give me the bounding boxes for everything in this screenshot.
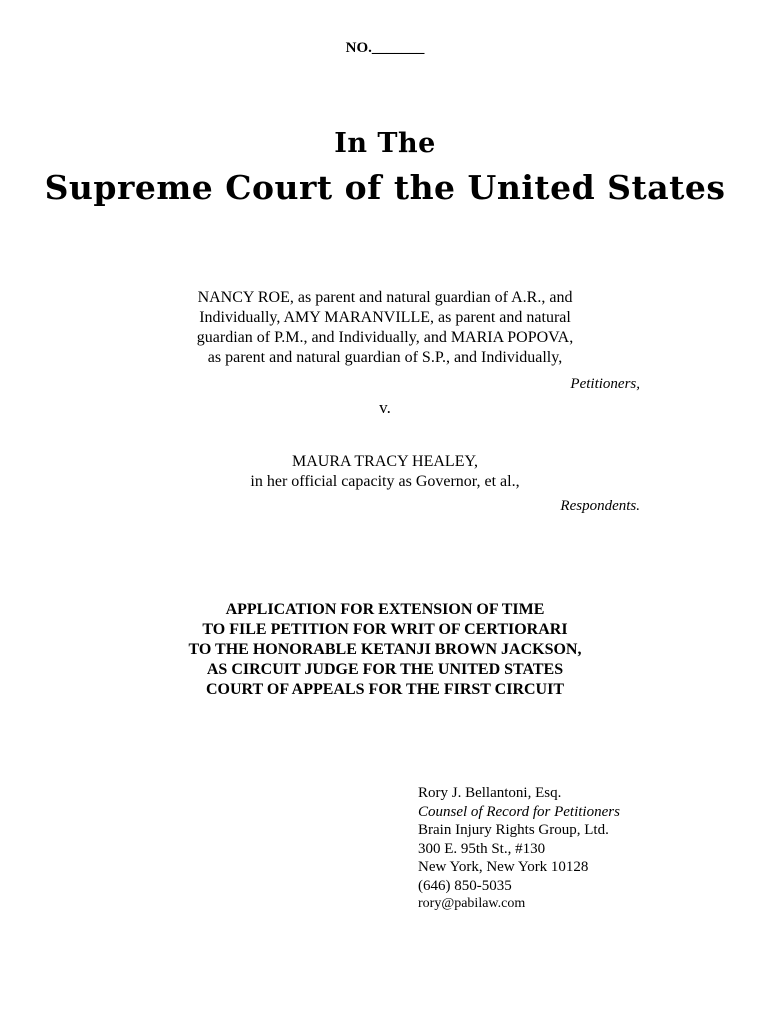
counsel-role: Counsel of Record for Petitioners bbox=[418, 803, 620, 820]
court-heading-name: Supreme Court of the United States bbox=[44, 168, 726, 207]
application-title bbox=[100, 600, 670, 700]
court-heading-in-the: In The bbox=[334, 128, 436, 159]
counsel-phone: (646) 850-5035 bbox=[418, 877, 512, 894]
counsel-street: 300 E. 95th St., #130 bbox=[418, 840, 546, 857]
counsel-email: rory@pabilaw.com bbox=[418, 896, 526, 911]
respondents-line: MAURA TRACY HEALEY, bbox=[292, 453, 478, 470]
respondents-line: in her official capacity as Governor, et al., bbox=[250, 473, 520, 490]
petitioners-line: as parent and natural guardian of S.P., and Individually, bbox=[207, 349, 563, 366]
application-title-line: AS CIRCUIT JUDGE FOR THE UNITED STATES bbox=[206, 661, 564, 678]
petitioners-line: guardian of P.M., and Individually, and MARIA POPOVA, bbox=[196, 329, 574, 346]
counsel-name: Rory J. Bellantoni, Esq. bbox=[418, 785, 562, 801]
application-title-line: TO FILE PETITION FOR WRIT OF CERTIORARI bbox=[202, 621, 568, 638]
petitioners-caption bbox=[130, 288, 640, 368]
application-title-line: COURT OF APPEALS FOR THE FIRST CIRCUIT bbox=[205, 681, 565, 698]
respondents-label: Respondents. bbox=[560, 498, 640, 514]
counsel-signature-block bbox=[418, 784, 738, 914]
application-title-line: APPLICATION FOR EXTENSION OF TIME bbox=[225, 601, 545, 618]
respondents-caption bbox=[130, 452, 640, 492]
case-number: NO._______ bbox=[345, 40, 425, 56]
petitioners-line: Individually, AMY MARANVILLE, as parent and natural bbox=[199, 309, 571, 326]
petitioners-line: NANCY ROE, as parent and natural guardian of A.R., and bbox=[197, 289, 573, 306]
petitioners-label: Petitioners, bbox=[570, 376, 640, 392]
counsel-city: New York, New York 10128 bbox=[418, 859, 589, 875]
counsel-firm: Brain Injury Rights Group, Ltd. bbox=[418, 822, 609, 838]
versus: v. bbox=[379, 398, 391, 417]
application-title-line: TO THE HONORABLE KETANJI BROWN JACKSON, bbox=[188, 641, 582, 658]
